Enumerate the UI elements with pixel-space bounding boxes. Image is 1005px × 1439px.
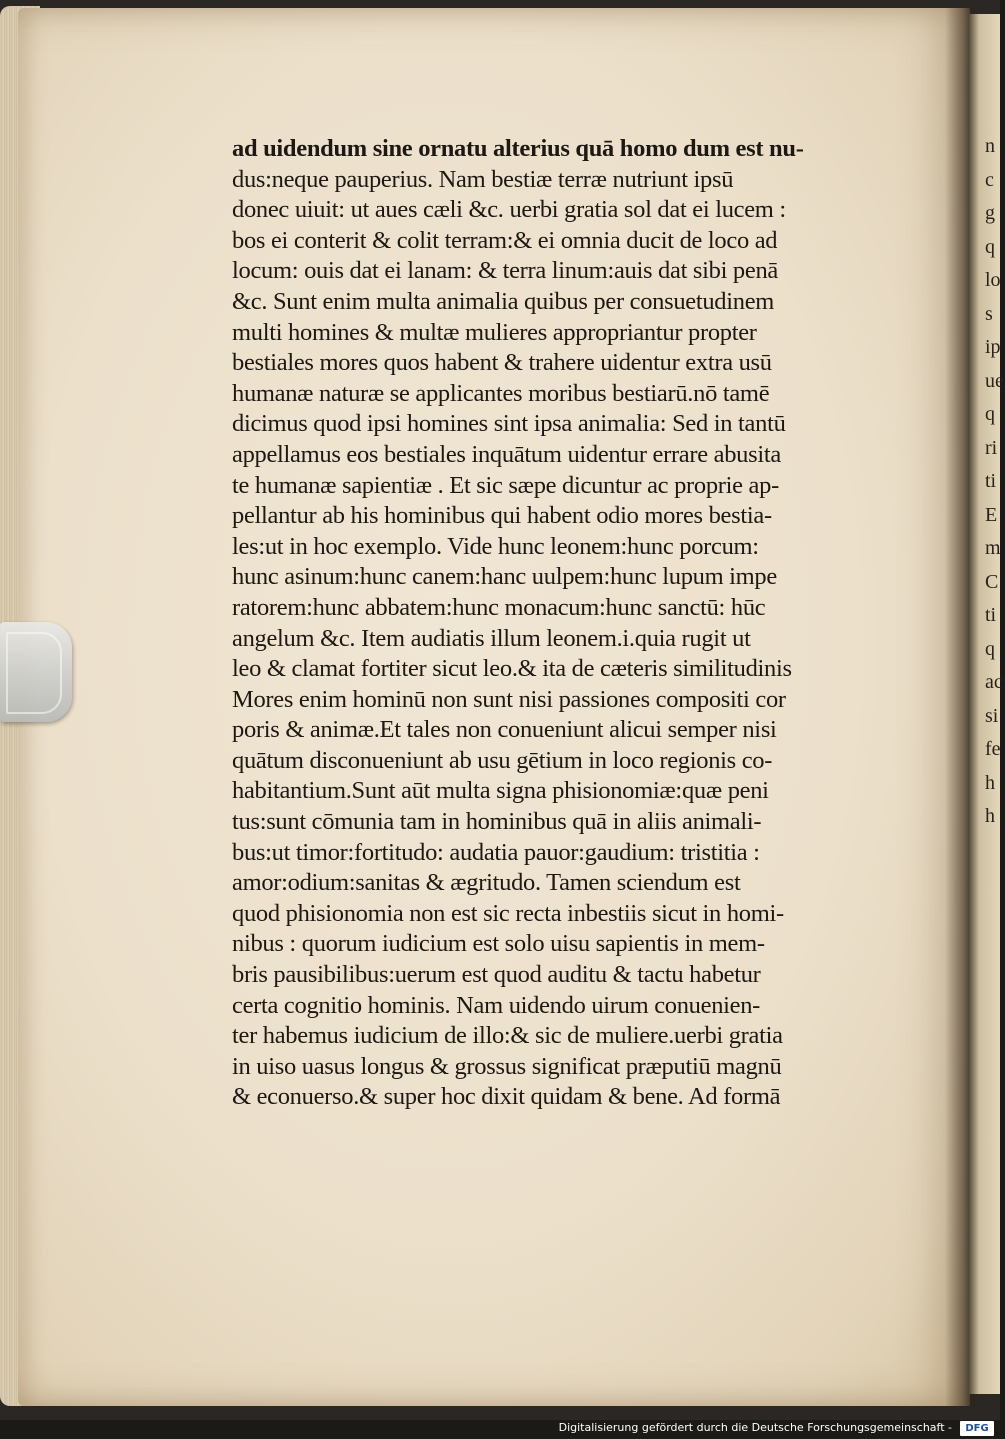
facing-page-fragment: q [985,637,995,660]
text-line: te humanæ sapientiæ . Et sic sæpe dicuntur ac proprie ap- [232,471,779,499]
text-line: appellamus eos bestiales inquātum uidentur errare abusita [232,440,781,468]
text-line: quod phisionomia non est sic recta inbestiis sicut in homi- [232,899,784,927]
text-line: multi homines & multæ mulieres appropriantur propter [232,318,757,346]
text-line: hunc asinum:hunc canem:hanc uulpem:hunc lupum impe [232,563,777,591]
text-line: tus:sunt cōmunia tam in hominibus quā in aliis animali- [232,808,762,836]
text-line: bus:ut timor:fortitudo: audatia pauor:gaudium: tristitia : [232,838,760,866]
facing-page-fragment: ri [985,436,998,459]
text-line: angelum &c. Item audiatis illum leonem.i.quia rugit ut [232,624,751,652]
facing-page-fragment: q [985,235,995,258]
facing-page-fragment: s [985,302,993,325]
page-text-block [232,134,892,1113]
text-line: habitantium.Sunt aūt multa signa phisionomiæ:quæ peni [232,777,769,805]
text-line: nibus : quorum iudicium est solo uisu sapientis in mem- [232,930,765,958]
text-line: pellantur ab his hominibus qui habent odio mores bestia- [232,502,772,530]
text-line: &c. Sunt enim multa animalia quibus per consuetudinem [232,287,775,315]
text-line: poris & animæ.Et tales non conueniunt alicui semper nisi [232,716,777,744]
facing-page-text-fragments [985,130,1005,834]
facing-page-fragment: ip [985,336,1001,358]
footer-credit: Digitalisierung gefördert durch die Deutsche Forschungsgemeinschaft - [558,1421,952,1434]
facing-page-fragment: g [985,202,995,224]
text-line: amor:odium:sanitas & ægritudo. Tamen sciendum est [232,869,741,897]
text-line: bris pausibilibus:uerum est quod auditu & tactu habetur [232,961,761,989]
text-line: donec uiuit: ut aues cæli &c. uerbi gratia sol dat ei lucem : [232,196,786,224]
text-line: humanæ naturæ se applicantes moribus bestiarū.nō tamē [232,379,770,407]
facing-page-fragment: si [985,704,999,727]
facing-page-fragment: C [985,570,999,593]
dfg-logo: DFG [960,1421,994,1436]
facing-page-fragment: n [985,135,995,157]
facing-page-fragment: ue [985,369,1004,392]
facing-page-fragment: fe [985,738,1001,760]
text-line: certa cognitio hominis. Nam uidendo uirum conuenien- [232,991,761,1019]
facing-page-fragment: c [985,168,994,191]
facing-page-fragment: h [985,805,995,827]
text-line: bestiales mores quos habent & trahere uidentur extra usū [232,349,772,377]
facing-page-fragment: ti [985,604,997,626]
facing-page-fragment: E [985,503,998,526]
facing-page-fragment: lo [985,269,1001,291]
text-line: in uiso uasus longus & grossus significat præputiū magnū [232,1052,782,1080]
text-line: ad uidendum sine ornatu alterius quā homo dum est nu- [232,135,804,162]
bookmark-clip [0,622,72,722]
text-line: dicimus quod ipsi homines sint ipsa animalia: Sed in tantū [232,410,786,438]
facing-page-fragment: m [985,537,1001,559]
text-line: Mores enim hominū non sunt nisi passiones compositi cor [232,685,786,713]
text-line: les:ut in hoc exemplo. Vide hunc leonem:hunc porcum: [232,532,759,560]
facing-page-fragment: h [985,771,995,794]
text-line: ter habemus iudicium de illo:& sic de muliere.uerbi gratia [232,1022,783,1050]
text-line: ratorem:hunc abbatem:hunc monacum:hunc sanctū: hūc [232,593,766,621]
facing-page-fragment: ac [985,671,1003,693]
facing-page-fragment: q [985,403,995,425]
text-line: bos ei conterit & colit terram:& ei omnia ducit de loco ad [232,226,778,254]
text-line: leo & clamat fortiter sicut leo.& ita de cæteris similitudinis [232,655,792,683]
facing-page-fragment: ti [985,470,997,492]
text-line: & econuerso.& super hoc dixit quidam & bene. Ad formā [232,1083,781,1111]
text-line: locum: ouis dat ei lanam: & terra linum:auis dat sibi penā [232,257,778,285]
text-line: dus:neque pauperius. Nam bestiæ terræ nutriunt ipsū [232,165,734,193]
text-line: quātum disconueniunt ab usu gētium in loco regionis co- [232,746,773,774]
